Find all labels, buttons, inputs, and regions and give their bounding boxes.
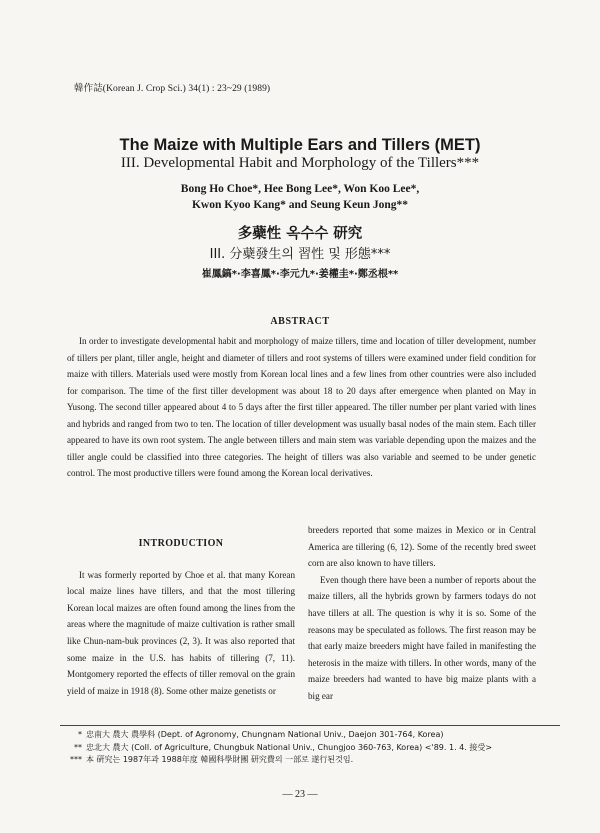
paper-subtitle-english: III. Developmental Habit and Morphology of the Tillers*** [120, 155, 480, 171]
paper-title-english: The Maize with Multiple Ears and Tillers (MET) [119, 136, 481, 154]
introduction-paragraph-2: Even though there have been a number of reports about the maize tillers, all the hybrids grown by farmers todays do not have tillers at all. The question is why it is so. Some of the reasons may be speculated as follows. The first reason may be that early maize breeders might have failed in manifesting the heterosis in the maize with tillers. In other words, many of the maize breeders had wanted to have big maize plants with a big ear [308, 574, 536, 701]
authors-english-line-2: Kwon Kyoo Kang* and Seung Keun Jong** [191, 199, 408, 211]
authors-english-line-1: Bong Ho Choe*, Hee Bong Lee*, Won Koo Lee*, [180, 183, 420, 195]
journal-reference: 韓作誌(Korean J. Crop Sci.) 34(1) : 23~29 (1989) [74, 84, 271, 94]
introduction-paragraph-1: It was formerly reported by Choe et al. that many Korean local maize lines have tillers, and that the most tillering Korean local maizes are often found among the lines from the areas where the magnitude of maize cultivation is rather small like Chun-nam-buk provinces (2, 3). It was also reported that some maize in the U.S. has habits of tillering (7, 11). Montgomery reported the effects of tiller removal on the grain yield of maize in 1918 (8). Some other maize genetists or [67, 569, 295, 696]
footnote [60, 742, 560, 755]
footnote-text: 忠北大 農大 (Coll. of Agriculture, Chungbuk National Univ., Chungjoo 360-763, Korea) <'89. 1. 4. 接受> [86, 742, 493, 752]
right-column [308, 522, 536, 705]
footnote-mark: *** [70, 755, 82, 764]
authors-korean: 崔鳳鎬*·李喜鳳*·李元九*·姜權圭*·鄭丞根** [201, 269, 399, 280]
footnote-mark: ** [74, 742, 82, 752]
abstract-heading: ABSTRACT [270, 316, 330, 327]
abstract-text: In order to investigate developmental habit and morphology of maize tillers, time and location of tiller development, number of tillers per plant, tiller angle, height and diameter of tillers and root systems of tillers were examined under field condition for maize with tillers. Materials used were mostly from Korean local lines and a few lines from other countries were also included for comparison. The time of the first tiller development was about 18 to 20 days after emergence when planted on May in Yusong. The second tiller appeared about 4 to 5 days after the first tiller appeared. The tiller number per plant varied with lines and hybrids and ranged from two to ten. The location of tiller development was usually basal nodes of the main stem. Each tiller appeared to have its own root system. The angle between tillers and main stem was variable depending upon the maizes and the tiller angle could be classified into three categories. The height of tillers was also variable and seemed to be under genetic control. The most productive tillers were found among the Korean local derivatives. [67, 336, 536, 478]
footnote [60, 754, 560, 767]
footnote-text: 忠南大 農大 農學科 (Dept. of Agronomy, Chungnam National Univ., Daejon 301-764, Korea) [86, 730, 444, 739]
introduction-paragraph-1-continued: breeders reported that some maizes in Mexico or in Central America are tillering (6, 12). Some of the recently bred sweet corn are also known to have tillers. [308, 525, 536, 569]
footnote-mark: * [78, 730, 82, 739]
paper-subtitle-korean: III. 分蘗發生의 習性 및 形態*** [209, 247, 391, 262]
footnote [60, 729, 560, 742]
page-number: — 23 — [282, 789, 318, 800]
paper-title-korean: 多蘗性 옥수수 研究 [237, 226, 363, 242]
left-column [67, 520, 295, 699]
introduction-heading: INTRODUCTION [138, 538, 224, 549]
footnotes [60, 725, 560, 767]
footnote-text: 本 硏究는 1987年과 1988年度 韓國科學財團 研究費의 一部로 遂行된것임. [86, 755, 354, 764]
